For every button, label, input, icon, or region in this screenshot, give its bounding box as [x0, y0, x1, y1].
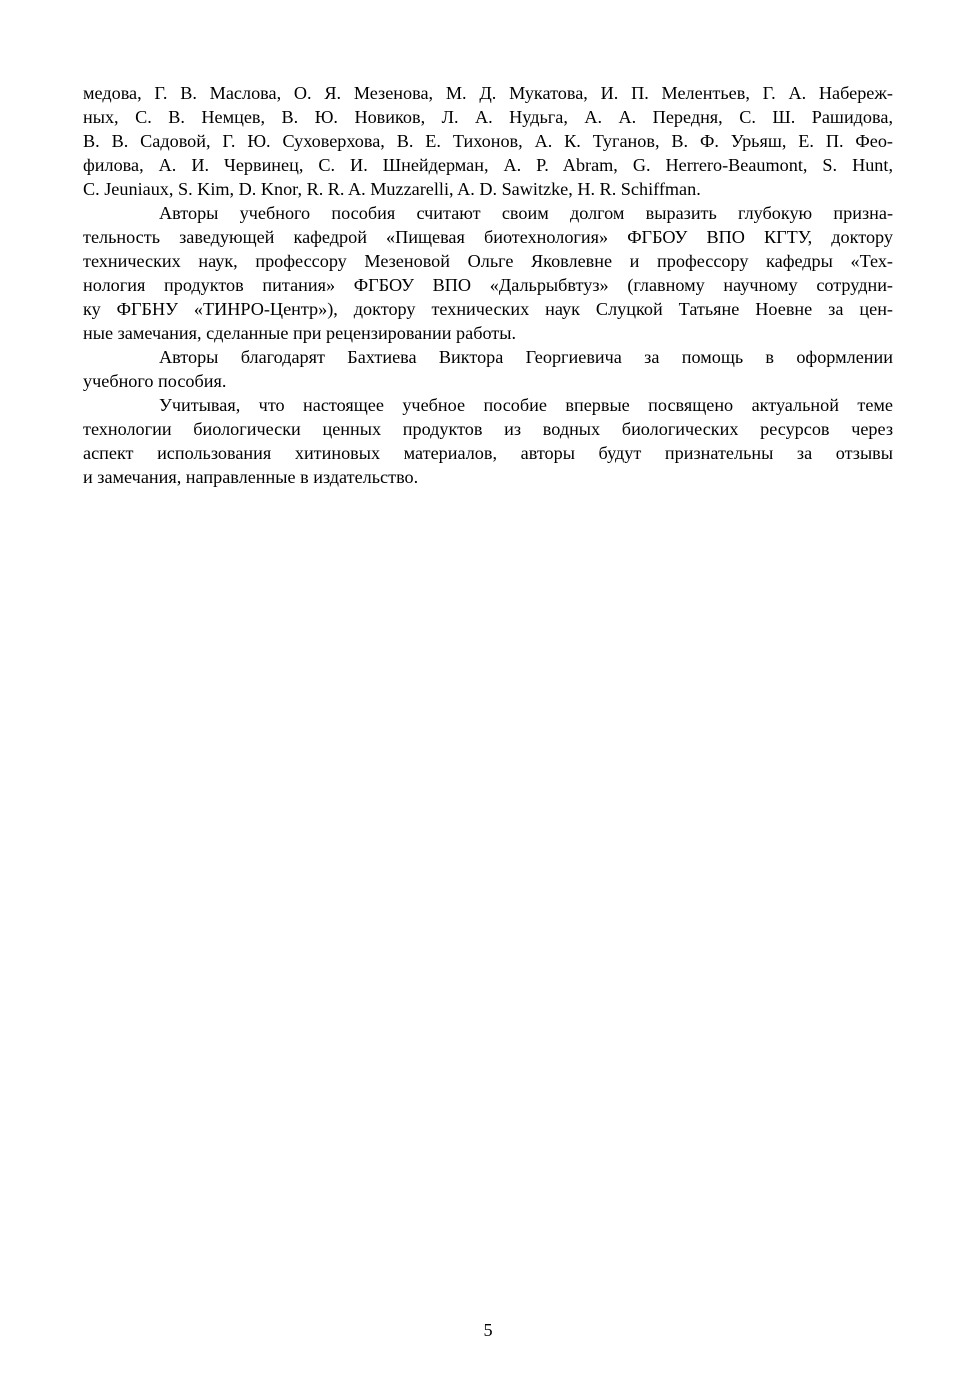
text-line: медова, Г. В. Маслова, О. Я. Мезенова, М. Д. Мукатова, И. П. Мелентьев, Г. А. Набереж-: [83, 83, 893, 103]
text-line: ку ФГБНУ «ТИНРО-Центр»), доктору технических наук Слуцкой Татьяне Ноевне за цен-: [83, 299, 893, 319]
text-line: ных, С. В. Немцев, В. Ю. Новиков, Л. А. Нудьга, А. А. Передня, С. Ш. Рашидова,: [83, 107, 893, 127]
paragraph-reviewers-thanks: [83, 201, 893, 345]
text-line: Авторы учебного пособия считают своим долгом выразить глубокую призна-: [159, 203, 893, 223]
text-line: C. Jeuniaux, S. Kim, D. Knor, R. R. A. Muzzarelli, A. D. Sawitzke, H. R. Schiffman.: [83, 179, 701, 199]
text-line: технологии биологически ценных продуктов из водных биологических ресурсов через: [83, 419, 893, 439]
text-line: тельность заведующей кафедрой «Пищевая биотехнология» ФГБОУ ВПО КГТУ, доктору: [83, 227, 893, 247]
text-line: нология продуктов питания» ФГБОУ ВПО «Дальрыбвтуз» (главному научному сотрудни-: [83, 275, 893, 295]
text-line: аспект использования хитиновых материалов, авторы будут признательны за отзывы: [83, 443, 893, 463]
text-line: филова, А. И. Червинец, С. И. Шнейдерман, A. P. Abram, G. Herrero-Beaumont, S. Hunt,: [83, 155, 893, 175]
paragraph-design-thanks: [83, 345, 893, 393]
text-line: В. В. Садовой, Г. Ю. Суховерхова, В. Е. Тихонов, А. К. Туганов, В. Ф. Урьяш, Е. П. Фео-: [83, 131, 893, 151]
text-line: технических наук, профессору Мезеновой Ольге Яковлевне и профессору кафедры «Тех-: [83, 251, 893, 271]
text-line: Учитывая, что настоящее учебное пособие впервые посвящено актуальной теме: [159, 395, 893, 415]
text-line: учебного пособия.: [83, 371, 227, 391]
paragraph-feedback-request: [83, 393, 893, 489]
paragraph-acknowledged-authors: [83, 81, 893, 201]
text-line: Авторы благодарят Бахтиева Виктора Георгиевича за помощь в оформлении: [159, 347, 893, 367]
body-text: [83, 81, 893, 489]
page-number: 5: [483, 1320, 493, 1340]
text-line: и замечания, направленные в издательство.: [83, 467, 419, 487]
text-line: ные замечания, сделанные при рецензировании работы.: [83, 323, 517, 343]
